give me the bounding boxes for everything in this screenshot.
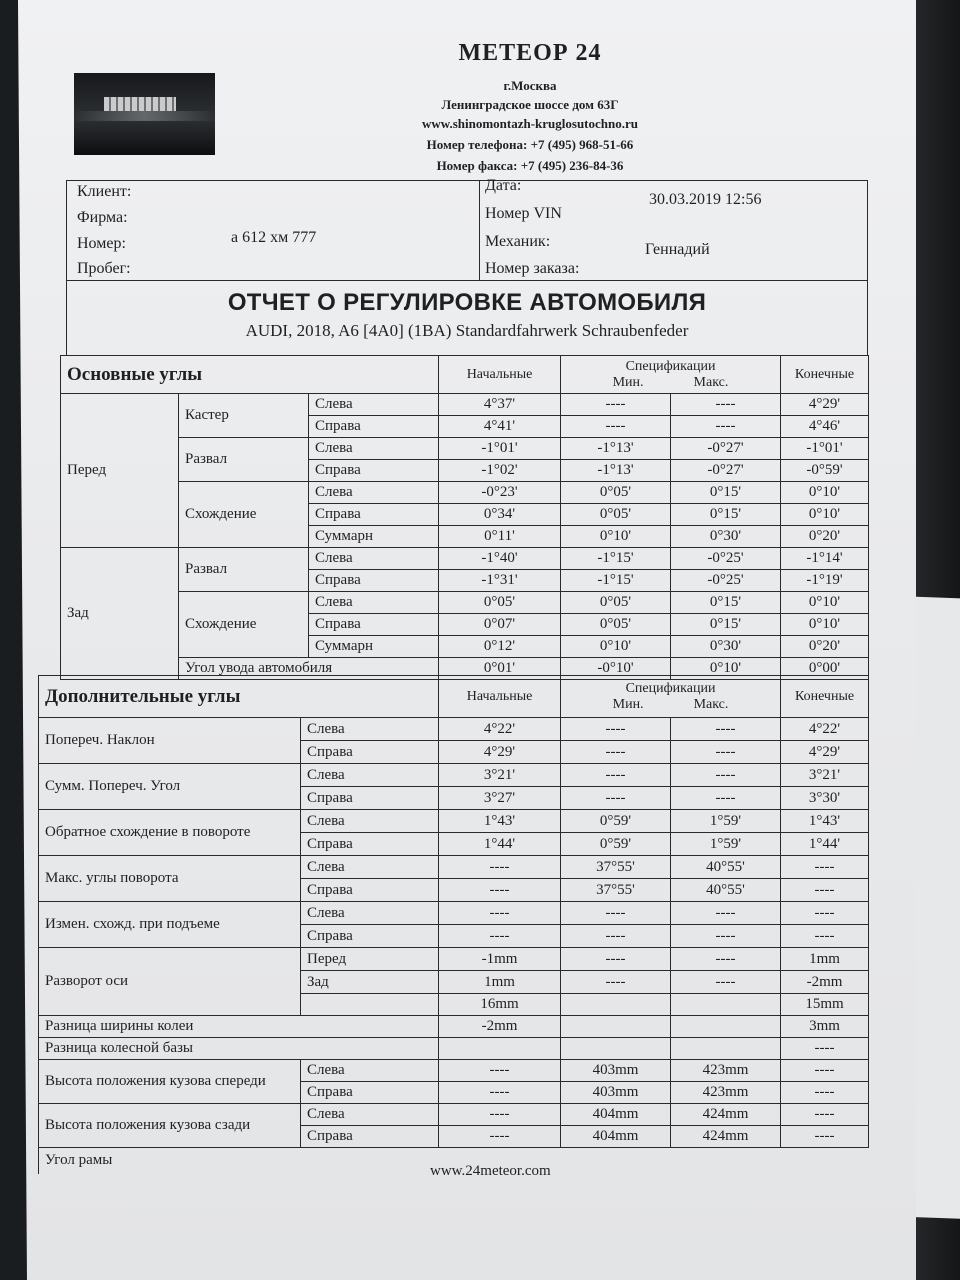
sai-left-initial: 4°22'	[439, 718, 561, 741]
footer-website: www.24meteor.com	[430, 1163, 551, 1179]
ridef-right-initial: ----	[439, 1082, 561, 1104]
front-toe-left-max: 0°15'	[671, 482, 781, 504]
setback-rear-final: -2mm	[781, 971, 869, 994]
thrust-initial: 0°01'	[439, 658, 561, 680]
maxturn-left-final: ----	[781, 856, 869, 879]
setback-label: Разворот оси	[39, 948, 301, 1016]
main-header-specs	[561, 356, 781, 394]
track-diff-max	[671, 1016, 781, 1038]
maxturn-right-initial: ----	[439, 879, 561, 902]
toot-right-final: 1°44'	[781, 833, 869, 856]
rear-toe-total-min: 0°10'	[561, 636, 671, 658]
maxturn-left-initial: ----	[439, 856, 561, 879]
rear-toe-right-final: 0°10'	[781, 614, 869, 636]
specs-min-label: Мин.	[612, 696, 644, 712]
report-header	[66, 280, 868, 356]
main-header-initial: Начальные	[439, 356, 561, 394]
rear-toe-left-min: 0°05'	[561, 592, 671, 614]
company-logo	[74, 73, 215, 155]
specs-label: Спецификации	[625, 358, 716, 374]
toot-left-max: 1°59'	[671, 810, 781, 833]
side-right: Справа	[301, 1126, 439, 1148]
sai-right-max: ----	[671, 741, 781, 764]
setback-front-initial: -1mm	[439, 948, 561, 971]
toe-out-on-turns-label: Обратное схождение в повороте	[39, 810, 301, 856]
toot-left-initial: 1°43'	[439, 810, 561, 833]
logo-strip	[104, 97, 176, 111]
rider-left-max: 424mm	[671, 1104, 781, 1126]
front-camber-right-max: -0°27'	[671, 460, 781, 482]
logo-glow	[74, 111, 215, 121]
toot-right-max: 1°59'	[671, 833, 781, 856]
main-angles-table	[60, 355, 869, 680]
front-caster-right-min: ----	[561, 416, 671, 438]
mileage-label: Пробег:	[77, 260, 131, 277]
rear-toe-right-max: 0°15'	[671, 614, 781, 636]
additional-header-specs	[561, 676, 781, 718]
side-total: Суммарн	[309, 526, 439, 548]
toelift-left-initial: ----	[439, 902, 561, 925]
company-phone: Номер телефона: +7 (495) 968-51-66	[426, 137, 634, 152]
ia-right-final: 3°30'	[781, 787, 869, 810]
setback-front-final: 1mm	[781, 948, 869, 971]
front-caster-right-initial: 4°41'	[439, 416, 561, 438]
ride-height-front-label: Высота положения кузова спереди	[39, 1060, 301, 1104]
main-section-title: Основные углы	[61, 356, 439, 394]
side-right: Справа	[301, 787, 439, 810]
front-toe-left-final: 0°10'	[781, 482, 869, 504]
number-value: а 612 хм 777	[231, 229, 317, 246]
setback-front-min: ----	[561, 948, 671, 971]
ridef-right-max: 423mm	[671, 1082, 781, 1104]
rear-toe-left-initial: 0°05'	[439, 592, 561, 614]
rear-camber-right-final: -1°19'	[781, 570, 869, 592]
front-toe-left-min: 0°05'	[561, 482, 671, 504]
front-caster-left-final: 4°29'	[781, 394, 869, 416]
toelift-right-max: ----	[671, 925, 781, 948]
rear-camber-left-final: -1°14'	[781, 548, 869, 570]
rear-camber-right-max: -0°25'	[671, 570, 781, 592]
thrust-final: 0°00'	[781, 658, 869, 680]
rider-left-initial: ----	[439, 1104, 561, 1126]
wheelbase-diff-final: ----	[781, 1038, 869, 1060]
front-camber-left-min: -1°13'	[561, 438, 671, 460]
front-toe-right-final: 0°10'	[781, 504, 869, 526]
sai-left-max: ----	[671, 718, 781, 741]
vehicle-description: AUDI, 2018, A6 [4A0] (1BA) Standardfahrwerk Schraubenfeder	[245, 321, 689, 340]
wheelbase-diff-max	[671, 1038, 781, 1060]
frame-angle-label: Угол рамы	[39, 1148, 869, 1174]
side-right: Справа	[309, 570, 439, 592]
track-diff-min	[561, 1016, 671, 1038]
side-right: Справа	[301, 833, 439, 856]
main-header-final: Конечные	[781, 356, 869, 394]
ridef-left-initial: ----	[439, 1060, 561, 1082]
side-left: Слева	[301, 810, 439, 833]
maxturn-right-final: ----	[781, 879, 869, 902]
side-left: Слева	[309, 438, 439, 460]
company-fax: Номер факса: +7 (495) 236-84-36	[436, 158, 624, 173]
sai-right-initial: 4°29'	[439, 741, 561, 764]
rear-camber-right-min: -1°15'	[561, 570, 671, 592]
rear-toe-right-initial: 0°07'	[439, 614, 561, 636]
specs-max-label: Макс.	[693, 374, 729, 390]
ia-right-initial: 3°27'	[439, 787, 561, 810]
specs-min-label: Мин.	[612, 374, 644, 390]
sai-right-min: ----	[561, 741, 671, 764]
ia-left-final: 3°21'	[781, 764, 869, 787]
company-name: МЕТЕОР 24	[458, 40, 602, 66]
side-right: Справа	[301, 879, 439, 902]
rear-label: Зад	[61, 548, 179, 680]
thrust-min: -0°10'	[561, 658, 671, 680]
side-left: Слева	[301, 1104, 439, 1126]
vin-label: Номер VIN	[485, 205, 562, 222]
front-caster-left-max: ----	[671, 394, 781, 416]
maxturn-right-min: 37°55'	[561, 879, 671, 902]
ridef-left-final: ----	[781, 1060, 869, 1082]
info-divider	[479, 181, 480, 281]
wheelbase-blank-initial	[439, 1038, 561, 1060]
front-camber-left-initial: -1°01'	[439, 438, 561, 460]
firm-label: Фирма:	[77, 209, 128, 226]
front-toe-label: Схождение	[179, 482, 309, 548]
rider-left-min: 404mm	[561, 1104, 671, 1126]
client-info-box	[66, 177, 868, 281]
setback-extra-min	[561, 994, 671, 1016]
track-diff-label: Разница ширины колеи	[39, 1016, 439, 1038]
rider-right-min: 404mm	[561, 1126, 671, 1148]
max-turn-label: Макс. углы поворота	[39, 856, 301, 902]
toelift-right-final: ----	[781, 925, 869, 948]
client-label: Клиент:	[77, 183, 132, 200]
specs-label: Спецификации	[625, 680, 716, 696]
wheelbase-diff-label: Разница колесной базы	[39, 1038, 439, 1060]
toe-lift-label: Измен. схожд. при подъеме	[39, 902, 301, 948]
front-label: Перед	[61, 394, 179, 548]
sai-left-min: ----	[561, 718, 671, 741]
setback-rear-label: Зад	[301, 971, 439, 994]
side-left: Слева	[309, 592, 439, 614]
additional-section-title: Дополнительные углы	[39, 676, 439, 718]
side-right: Справа	[309, 416, 439, 438]
side-left: Слева	[309, 394, 439, 416]
wheelbase-diff-initial: -2mm	[439, 1016, 561, 1038]
order-label: Номер заказа:	[485, 260, 580, 277]
rear-camber-label: Развал	[179, 548, 309, 592]
rear-camber-right-initial: -1°31'	[439, 570, 561, 592]
included-angle-label: Сумм. Попереч. Угол	[39, 764, 301, 810]
front-caster-left-min: ----	[561, 394, 671, 416]
ia-left-initial: 3°21'	[439, 764, 561, 787]
side-left: Слева	[301, 718, 439, 741]
ia-left-max: ----	[671, 764, 781, 787]
toot-right-min: 0°59'	[561, 833, 671, 856]
side-left: Слева	[301, 1060, 439, 1082]
rider-left-final: ----	[781, 1104, 869, 1126]
front-toe-total-initial: 0°11'	[439, 526, 561, 548]
setback-blank	[301, 994, 439, 1016]
side-right: Справа	[301, 741, 439, 764]
rear-toe-total-max: 0°30'	[671, 636, 781, 658]
maxturn-right-max: 40°55'	[671, 879, 781, 902]
date-value: 30.03.2019 12:56	[649, 191, 762, 208]
side-right: Справа	[309, 504, 439, 526]
company-city: г.Москва	[503, 78, 557, 93]
side-left: Слева	[309, 548, 439, 570]
company-website: www.shinomontazh-kruglosutochno.ru	[422, 116, 638, 131]
sai-right-final: 4°29'	[781, 741, 869, 764]
mechanic-value: Геннадий	[645, 241, 710, 258]
front-caster-right-final: 4°46'	[781, 416, 869, 438]
date-label: Дата:	[485, 177, 522, 194]
additional-angles-table	[38, 675, 869, 1174]
toelift-right-initial: ----	[439, 925, 561, 948]
side-left: Слева	[301, 902, 439, 925]
ride-height-rear-label: Высота положения кузова сзади	[39, 1104, 301, 1148]
track-diff-initial: 16mm	[439, 994, 561, 1016]
front-camber-label: Развал	[179, 438, 309, 482]
front-toe-total-max: 0°30'	[671, 526, 781, 548]
side-right: Справа	[301, 1082, 439, 1104]
side-right: Справа	[309, 460, 439, 482]
rear-toe-total-initial: 0°12'	[439, 636, 561, 658]
toelift-left-final: ----	[781, 902, 869, 925]
ridef-left-min: 403mm	[561, 1060, 671, 1082]
ridef-left-max: 423mm	[671, 1060, 781, 1082]
toot-left-final: 1°43'	[781, 810, 869, 833]
rider-right-initial: ----	[439, 1126, 561, 1148]
rear-toe-left-max: 0°15'	[671, 592, 781, 614]
setback-rear-max: ----	[671, 971, 781, 994]
company-address: Ленинградское шоссе дом 63Г	[441, 97, 619, 112]
toelift-right-min: ----	[561, 925, 671, 948]
front-toe-total-final: 0°20'	[781, 526, 869, 548]
toelift-left-min: ----	[561, 902, 671, 925]
side-total: Суммарн	[309, 636, 439, 658]
side-left: Слева	[301, 764, 439, 787]
front-caster-label: Кастер	[179, 394, 309, 438]
rear-toe-left-final: 0°10'	[781, 592, 869, 614]
sai-left-final: 4°22'	[781, 718, 869, 741]
toot-left-min: 0°59'	[561, 810, 671, 833]
side-left: Слева	[301, 856, 439, 879]
mechanic-label: Механик:	[485, 233, 551, 250]
toot-right-initial: 1°44'	[439, 833, 561, 856]
front-caster-right-max: ----	[671, 416, 781, 438]
maxturn-left-max: 40°55'	[671, 856, 781, 879]
setback-front-label: Перед	[301, 948, 439, 971]
rider-right-max: 424mm	[671, 1126, 781, 1148]
number-label: Номер:	[77, 235, 126, 252]
rider-right-final: ----	[781, 1126, 869, 1148]
ia-right-min: ----	[561, 787, 671, 810]
setback-extra-final: 15mm	[781, 994, 869, 1016]
setback-rear-initial: 1mm	[439, 971, 561, 994]
toelift-left-max: ----	[671, 902, 781, 925]
maxturn-left-min: 37°55'	[561, 856, 671, 879]
report-title: ОТЧЕТ О РЕГУЛИРОВКЕ АВТОМОБИЛЯ	[227, 289, 707, 316]
front-toe-total-min: 0°10'	[561, 526, 671, 548]
setback-front-max: ----	[671, 948, 781, 971]
rear-camber-left-max: -0°25'	[671, 548, 781, 570]
front-toe-left-initial: -0°23'	[439, 482, 561, 504]
side-right: Справа	[309, 614, 439, 636]
front-camber-left-final: -1°01'	[781, 438, 869, 460]
side-right: Справа	[301, 925, 439, 948]
ridef-right-final: ----	[781, 1082, 869, 1104]
front-camber-left-max: -0°27'	[671, 438, 781, 460]
wheelbase-diff-min	[561, 1038, 671, 1060]
rear-toe-right-min: 0°05'	[561, 614, 671, 636]
side-left: Слева	[309, 482, 439, 504]
sai-label: Попереч. Наклон	[39, 718, 301, 764]
rear-camber-left-initial: -1°40'	[439, 548, 561, 570]
specs-max-label: Макс.	[693, 696, 729, 712]
additional-header-final: Конечные	[781, 676, 869, 718]
setback-extra-max	[671, 994, 781, 1016]
front-toe-right-initial: 0°34'	[439, 504, 561, 526]
rear-toe-label: Схождение	[179, 592, 309, 658]
ia-right-max: ----	[671, 787, 781, 810]
additional-header-initial: Начальные	[439, 676, 561, 718]
ridef-right-min: 403mm	[561, 1082, 671, 1104]
rear-camber-left-min: -1°15'	[561, 548, 671, 570]
setback-rear-min: ----	[561, 971, 671, 994]
front-camber-right-initial: -1°02'	[439, 460, 561, 482]
front-camber-right-final: -0°59'	[781, 460, 869, 482]
front-camber-right-min: -1°13'	[561, 460, 671, 482]
thrust-angle-label: Угол увода автомобиля	[179, 658, 439, 680]
thrust-max: 0°10'	[671, 658, 781, 680]
track-diff-final: 3mm	[781, 1016, 869, 1038]
ia-left-min: ----	[561, 764, 671, 787]
rear-toe-total-final: 0°20'	[781, 636, 869, 658]
front-toe-right-max: 0°15'	[671, 504, 781, 526]
front-caster-left-initial: 4°37'	[439, 394, 561, 416]
front-toe-right-min: 0°05'	[561, 504, 671, 526]
